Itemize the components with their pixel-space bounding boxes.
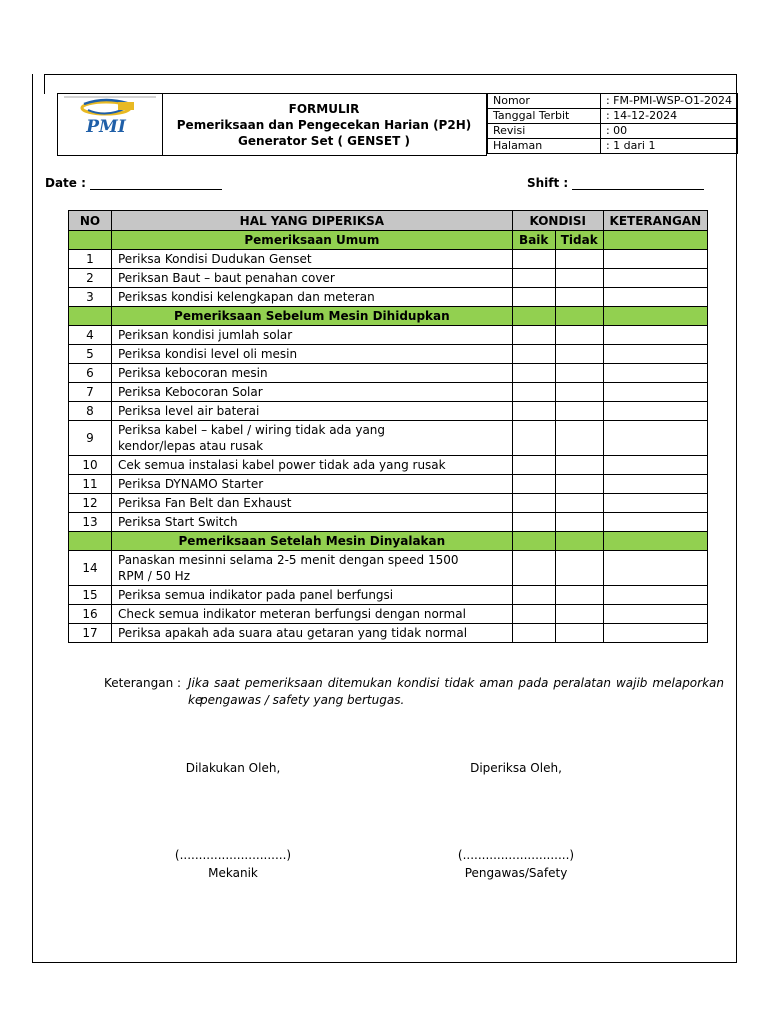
row-item-text: Periksa kabel – kabel / wiring tidak ada yang	[118, 423, 386, 437]
row-item	[112, 345, 513, 364]
tidak-cell[interactable]	[555, 421, 603, 456]
baik-cell[interactable]	[512, 494, 555, 513]
row-item-text: Periksa kondisi level oli mesin	[118, 347, 298, 361]
row-number: 9	[69, 421, 112, 456]
tidak-cell[interactable]	[555, 383, 603, 402]
row-item	[112, 624, 513, 643]
row-number: 4	[69, 326, 112, 345]
col-no: NO	[69, 211, 112, 231]
meta-row-tanggal	[488, 109, 738, 124]
col-keterangan: KETERANGAN	[603, 211, 707, 231]
tidak-cell[interactable]	[555, 475, 603, 494]
row-item	[112, 551, 513, 586]
col-tidak: Tidak	[555, 231, 603, 250]
tidak-cell[interactable]	[555, 345, 603, 364]
col-item: HAL YANG DIPERIKSA	[112, 211, 513, 231]
row-number: 13	[69, 513, 112, 532]
keterangan-cell[interactable]	[603, 326, 707, 345]
baik-cell[interactable]	[512, 402, 555, 421]
section-2-rows	[69, 326, 708, 532]
tidak-cell[interactable]	[555, 456, 603, 475]
baik-cell[interactable]	[512, 586, 555, 605]
row-number: 15	[69, 586, 112, 605]
baik-cell[interactable]	[512, 326, 555, 345]
table-row	[69, 513, 708, 532]
table-row	[69, 624, 708, 643]
table-row	[69, 402, 708, 421]
row-number: 14	[69, 551, 112, 586]
keterangan-cell[interactable]	[603, 345, 707, 364]
row-number: 8	[69, 402, 112, 421]
row-item-text: Periksa level air baterai	[118, 404, 260, 418]
keterangan-cell[interactable]	[603, 494, 707, 513]
tidak-cell[interactable]	[555, 269, 603, 288]
tidak-cell[interactable]	[555, 326, 603, 345]
pmi-logo-graphic	[58, 94, 162, 155]
meta-key: Halaman	[488, 139, 601, 154]
table-row	[69, 586, 708, 605]
row-number: 16	[69, 605, 112, 624]
supervisor-role: Pengawas/Safety	[464, 866, 568, 880]
tidak-cell[interactable]	[555, 494, 603, 513]
row-item-text: Panaskan mesinni selama 2-5 menit dengan speed 1500	[118, 553, 459, 567]
meta-key: Tanggal Terbit	[488, 109, 601, 124]
row-item	[112, 421, 513, 456]
shift-input-line[interactable]	[572, 177, 704, 190]
table-row	[69, 364, 708, 383]
date-field	[45, 176, 222, 190]
table-row	[69, 345, 708, 364]
table-row	[69, 456, 708, 475]
baik-cell[interactable]	[512, 513, 555, 532]
top-rule	[44, 74, 737, 75]
date-label: Date :	[45, 176, 86, 190]
table-row	[69, 494, 708, 513]
shift-label: Shift :	[527, 176, 569, 190]
row-item	[112, 250, 513, 269]
row-item-text: Cek semua instalasi kabel power tidak ada yang rusak	[118, 458, 446, 472]
row-item	[112, 269, 513, 288]
row-number: 10	[69, 456, 112, 475]
row-item-text-cont: RPM / 50 Hz	[118, 569, 191, 583]
row-item-text: Periksan kondisi jumlah solar	[118, 328, 293, 342]
row-item-text: Periksan Baut – baut penahan cover	[118, 271, 335, 285]
row-item-text: Periksa Fan Belt dan Exhaust	[118, 496, 292, 510]
keterangan-cell[interactable]	[603, 551, 707, 586]
keterangan-cell[interactable]	[603, 586, 707, 605]
row-item	[112, 513, 513, 532]
table-row	[69, 551, 708, 586]
title-line-1: FORMULIR	[288, 101, 360, 116]
tidak-cell[interactable]	[555, 551, 603, 586]
company-logo	[57, 93, 163, 156]
row-number: 11	[69, 475, 112, 494]
row-item-text: Periksa kebocoran mesin	[118, 366, 268, 380]
tidak-cell[interactable]	[555, 513, 603, 532]
row-item	[112, 494, 513, 513]
table-row	[69, 326, 708, 345]
row-item-text: Periksa semua indikator pada panel berfungsi	[118, 588, 394, 602]
keterangan-cell[interactable]	[603, 383, 707, 402]
meta-value: : 00	[600, 124, 737, 139]
note-label: Keterangan :	[104, 676, 182, 690]
table-row	[69, 421, 708, 456]
keterangan-cell[interactable]	[603, 250, 707, 269]
row-number: 17	[69, 624, 112, 643]
logo-text: PMI	[86, 117, 126, 137]
section-title: Pemeriksaan Umum	[112, 231, 513, 250]
row-item	[112, 402, 513, 421]
keterangan-cell[interactable]	[603, 421, 707, 456]
note-text-line-1: Jika saat pemeriksaan ditemukan kondisi tidak aman pada peralatan wajib melaporkan ke	[188, 676, 724, 707]
tidak-cell[interactable]	[555, 586, 603, 605]
row-item-text: Periksa DYNAMO Starter	[118, 477, 264, 491]
row-item	[112, 475, 513, 494]
keterangan-cell[interactable]	[603, 475, 707, 494]
section-row-setelah	[69, 532, 708, 551]
date-input-line[interactable]	[90, 177, 222, 190]
performed-by-label: Dilakukan Oleh,	[185, 761, 281, 775]
row-number: 6	[69, 364, 112, 383]
baik-cell[interactable]	[512, 475, 555, 494]
baik-cell[interactable]	[512, 383, 555, 402]
meta-key: Revisi	[488, 124, 601, 139]
form-title	[162, 93, 487, 156]
row-item	[112, 586, 513, 605]
baik-cell[interactable]	[512, 421, 555, 456]
keterangan-cell[interactable]	[603, 288, 707, 307]
row-number: 5	[69, 345, 112, 364]
shift-field	[527, 176, 704, 190]
keterangan-cell[interactable]	[603, 364, 707, 383]
note-text-line-2: pengawas / safety yang bertugas.	[200, 693, 405, 707]
row-item-text-cont: kendor/lepas atau rusak	[118, 439, 264, 453]
meta-row-halaman	[488, 139, 738, 154]
checked-by-label: Diperiksa Oleh,	[470, 761, 562, 775]
row-item-text: Periksa Kondisi Dudukan Genset	[118, 252, 312, 266]
table-row	[69, 475, 708, 494]
keterangan-cell[interactable]	[603, 456, 707, 475]
col-kondisi: KONDISI	[512, 211, 603, 231]
tidak-cell[interactable]	[555, 364, 603, 383]
keterangan-cell[interactable]	[603, 402, 707, 421]
tidak-cell[interactable]	[555, 250, 603, 269]
title-line-3: Generator Set ( GENSET )	[238, 133, 410, 148]
meta-value: : 14-12-2024	[600, 109, 737, 124]
baik-cell[interactable]	[512, 250, 555, 269]
table-row	[69, 605, 708, 624]
row-number: 3	[69, 288, 112, 307]
row-item	[112, 456, 513, 475]
section-title: Pemeriksaan Sebelum Mesin Dihidupkan	[112, 307, 513, 326]
keterangan-cell[interactable]	[603, 269, 707, 288]
row-number: 7	[69, 383, 112, 402]
tidak-cell[interactable]	[555, 624, 603, 643]
supervisor-signature-blank[interactable]: (............................)	[457, 848, 575, 862]
row-item	[112, 383, 513, 402]
baik-cell[interactable]	[512, 624, 555, 643]
row-item	[112, 326, 513, 345]
keterangan-cell[interactable]	[603, 605, 707, 624]
row-item-text: Periksa Kebocoran Solar	[118, 385, 263, 399]
baik-cell[interactable]	[512, 345, 555, 364]
mechanic-signature-blank[interactable]: (............................)	[174, 848, 292, 862]
row-number: 2	[69, 269, 112, 288]
row-item-text: Periksa apakah ada suara atau getaran yang tidak normal	[118, 626, 468, 640]
row-item	[112, 364, 513, 383]
tidak-cell[interactable]	[555, 288, 603, 307]
meta-value: : FM-PMI-WSP-O1-2024	[600, 94, 737, 109]
row-number: 1	[69, 250, 112, 269]
meta-value: : 1 dari 1	[600, 139, 737, 154]
page-corner-line	[44, 74, 45, 94]
table-row	[69, 250, 708, 269]
section-3-rows	[69, 551, 708, 643]
row-item	[112, 605, 513, 624]
meta-row-nomor	[488, 94, 738, 109]
row-item-text: Periksa Start Switch	[118, 515, 238, 529]
baik-cell[interactable]	[512, 456, 555, 475]
meta-key: Nomor	[488, 94, 601, 109]
keterangan-cell[interactable]	[603, 513, 707, 532]
baik-cell[interactable]	[512, 551, 555, 586]
table-header-row	[69, 211, 708, 231]
tidak-cell[interactable]	[555, 402, 603, 421]
keterangan-cell[interactable]	[603, 624, 707, 643]
section-title: Pemeriksaan Setelah Mesin Dinyalakan	[112, 532, 513, 551]
tidak-cell[interactable]	[555, 605, 603, 624]
section-row-umum	[69, 231, 708, 250]
row-item-text: Check semua indikator meteran berfungsi dengan normal	[118, 607, 466, 621]
row-item-text: Periksas kondisi kelengkapan dan meteran	[118, 290, 375, 304]
title-line-2: Pemeriksaan dan Pengecekan Harian (P2H)	[176, 117, 472, 132]
baik-cell[interactable]	[512, 605, 555, 624]
baik-cell[interactable]	[512, 269, 555, 288]
checklist-table	[68, 210, 708, 643]
table-row	[69, 288, 708, 307]
table-row	[69, 383, 708, 402]
mechanic-role: Mekanik	[208, 866, 258, 880]
section-row-sebelum	[69, 307, 708, 326]
row-item	[112, 288, 513, 307]
section-1-rows	[69, 250, 708, 307]
baik-cell[interactable]	[512, 288, 555, 307]
row-number: 12	[69, 494, 112, 513]
document-meta-table	[487, 93, 738, 154]
col-baik: Baik	[512, 231, 555, 250]
meta-row-revisi	[488, 124, 738, 139]
table-row	[69, 269, 708, 288]
baik-cell[interactable]	[512, 364, 555, 383]
